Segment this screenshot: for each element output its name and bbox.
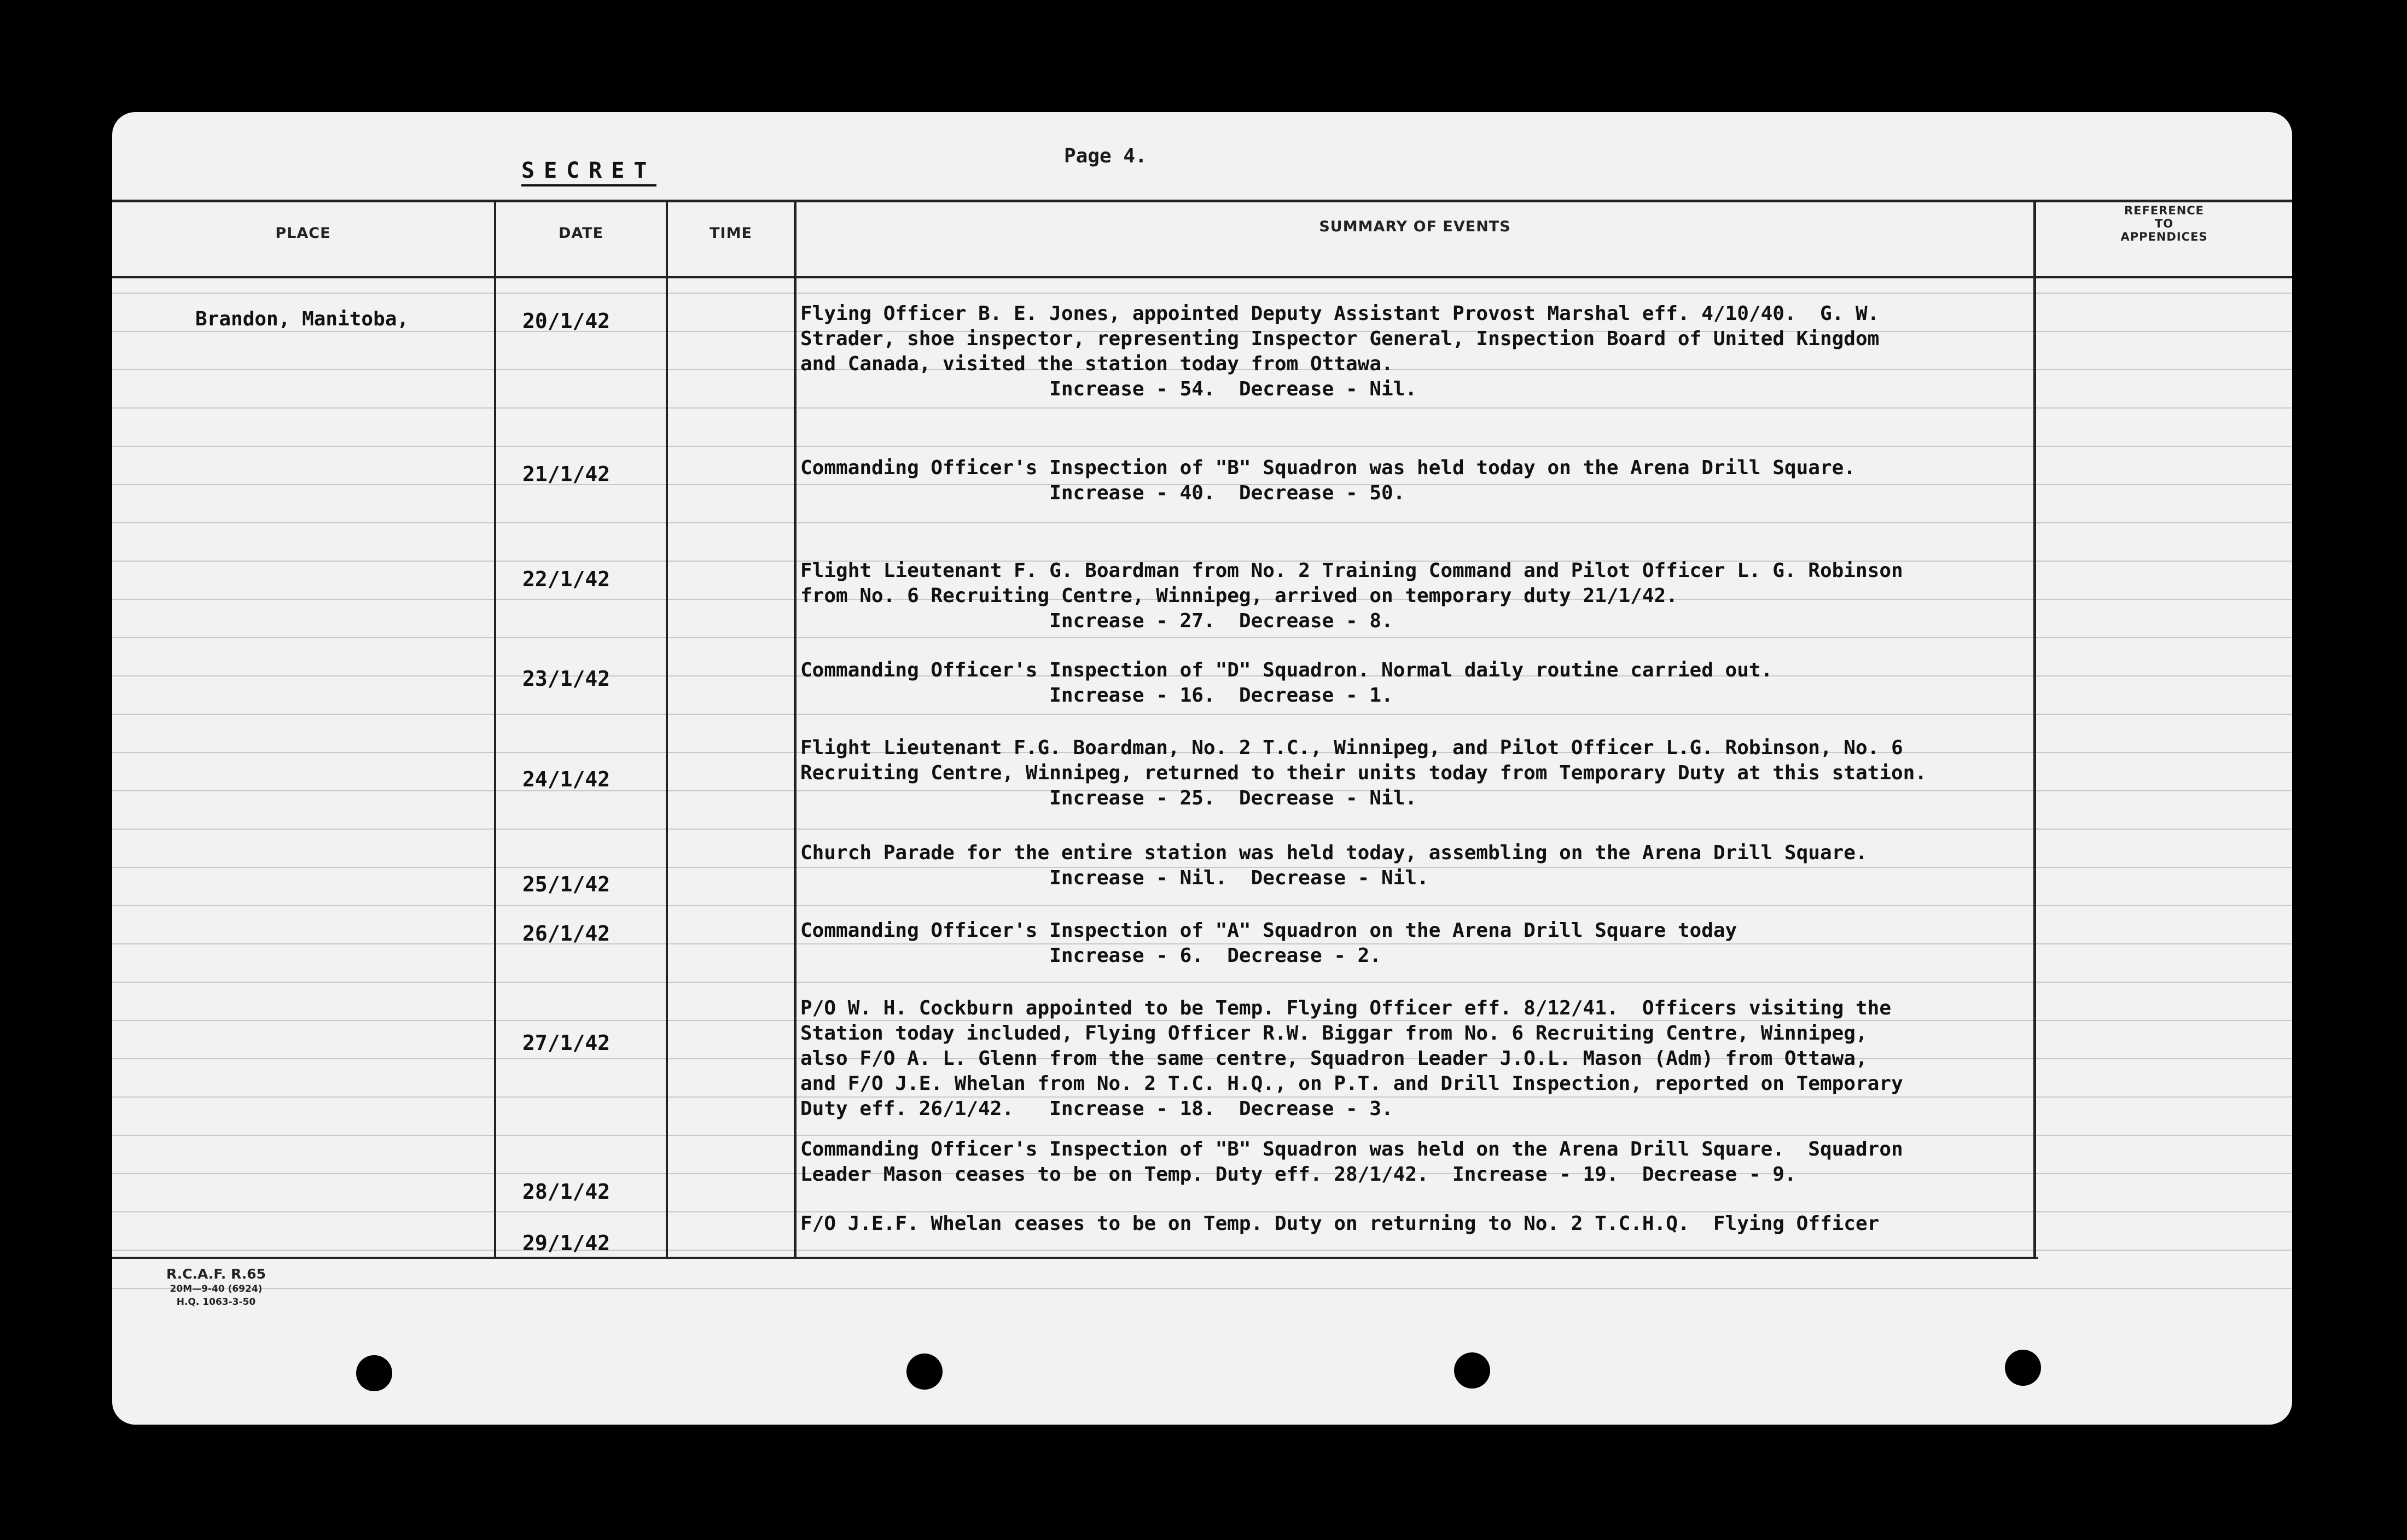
event-entry: Flight Lieutenant F.G. Boardman, No. 2 T.C., Winnipeg, and Pilot Officer L.G. Robinson, No. 6 Recruiting Centre, Winnipeg, returned to their units today from Temporary Duty at this station. Increase - 25. Decrease - Nil. <box>800 737 1927 809</box>
date-cell: 29/1/42 <box>522 1231 611 1255</box>
header-bottom-rule <box>112 276 2292 278</box>
date-cell: 27/1/42 <box>522 1031 611 1055</box>
col-divider-date <box>666 200 668 1259</box>
event-entry: Flying Officer B. E. Jones, appointed Deputy Assistant Provost Marshal eff. 4/10/40. G. W. Strader, shoe inspector, representing Inspector General, Inspection Board of United Kingdom and Canada, visited the station today from Ottawa. Increase - 54. Decrease - Nil. <box>800 302 1880 400</box>
event-entry: Commanding Officer's Inspection of "B" Squadron was held on the Arena Drill Square. Squadron Leader Mason ceases to be on Temp. Duty eff. 28/1/42. Increase - 19. Decrease - 9. <box>800 1138 1903 1186</box>
col-header-time: TIME <box>710 225 752 242</box>
place-cell: Brandon, Manitoba, <box>195 308 409 330</box>
event-entry: Church Parade for the entire station was held today, assembling on the Arena Drill Square. Increase - Nil. Decrease - Nil. <box>800 842 1868 889</box>
diary-sheet: Page 4. SECRET PLACE DATE TIME SUMMARY OF EVENTS REFERENCE TO APPENDICES Brandon, Manitoba, 20/1/42 21/1/42 22/1/42 23/1/42 24/1/42 25/1/42 26/1/42 27/1/42 28/1/42 29/1/42 Flying Officer B. E. Jones, appointed Deputy Assistant Provost Marshal eff. 4/10/40. G. W. Strader, shoe inspector, representing Inspector General, Inspection Board of United Kingdom and Canada, visited the station today from Ottawa. Increase - 54. Decrease - Nil. Commanding Officer's Inspection of "B" Squadron was held today on the Arena Drill Square. Increase - 40. Decrease - 50. Flight Lieutenant F. G. Boardman from No. 2 Training Command and Pilot Officer L. G. Robinson from No. 6 Recruiting Centre, Winnipeg, arrived on temporary duty 21/1/42. Increase - 27. Decrease - 8. Commanding Officer's Inspection of "D" Squadron. Normal daily routine carried out. Increase - 16. Decrease - 1. Flight Lieutenant F.G. Boardman, No. 2 T.C., Winnipeg, and Pilot Officer L.G. Robinson, No. 6 Recruiting Centre, Winnipeg, returned to their units today from Temporary Duty at this station. Increase - 25. Decrease - Nil. Church Parade for the entire station was held today, assembling on the Arena Drill Square. Increase - Nil. Decrease - Nil. Commanding Officer's Inspection of "A" Squadron on the Arena Drill Square today Increase - 6. Decrease - 2. P/O W. H. Cockburn appointed to be Temp. Flying Officer eff. 8/12/41. Officers visiting the Station today included, Flying Officer R.W. Biggar from No. 6 Recruiting Centre, Winnipeg, also F/O A. L. Glenn from the same centre, Squadron Leader J.O.L. Mason (Adm) from Ottawa, and F/O J.E. Whelan from No. 2 T.C. H.Q., on P.T. and Drill Inspection, reported on Temporary Duty eff. 26/1/42. Increase - 18. Decrease - 3. Commanding Officer's Inspection of "B" Squadron was held on the Arena Drill Square. Squadron Leader Mason ceases to be on Temp. Duty eff. 28/1/42. Increase - 19. Decrease - 9. F/O J.E.F. Whelan ceases to be on Temp. Duty on returning to No. 2 T.C.H.Q. Flying Officer R.C.A.F. R.65 20M—9-40 (6924) H.Q. 1063-3-50 <box>112 112 2292 1425</box>
event-entry: F/O J.E.F. Whelan ceases to be on Temp. Duty on returning to No. 2 T.C.H.Q. Flying Officer <box>800 1212 1880 1235</box>
punch-hole <box>906 1354 943 1390</box>
date-cell: 24/1/42 <box>522 767 611 791</box>
event-entry: Commanding Officer's Inspection of "D" Squadron. Normal daily routine carried out. Increase - 16. Decrease - 1. <box>800 659 1773 707</box>
date-cell: 25/1/42 <box>522 872 611 896</box>
punch-hole <box>2005 1350 2041 1386</box>
header-top-rule <box>112 200 2292 202</box>
col-divider-summary <box>2033 200 2036 1259</box>
page-label: Page 4. <box>1064 145 1147 167</box>
event-entry: Commanding Officer's Inspection of "A" Squadron on the Arena Drill Square today Increase - 6. Decrease - 2. <box>800 919 1737 967</box>
table-bottom-rule <box>112 1257 2038 1259</box>
event-entry: P/O W. H. Cockburn appointed to be Temp. Flying Officer eff. 8/12/41. Officers visiting the Station today included, Flying Officer R.W. Biggar from No. 6 Recruiting Centre, Winnipeg, also F/O A. L. Glenn from the same centre, Squadron Leader J.O.L. Mason (Adm) from Ottawa, and F/O J.E. Whelan from No. 2 T.C. H.Q., on P.T. and Drill Inspection, reported on Temporary Duty eff. 26/1/42. Increase - 18. Decrease - 3. <box>800 997 1903 1120</box>
col-divider-time <box>794 200 796 1259</box>
date-cell: 20/1/42 <box>522 309 611 333</box>
col-header-date: DATE <box>558 225 604 242</box>
punch-hole <box>1454 1352 1490 1389</box>
event-entry: Commanding Officer's Inspection of "B" Squadron was held today on the Arena Drill Square. Increase - 40. Decrease - 50. <box>800 457 1856 504</box>
col-header-summary: SUMMARY OF EVENTS <box>1319 218 1511 235</box>
punch-hole <box>356 1355 392 1391</box>
col-divider-place <box>494 200 496 1259</box>
date-cell: 21/1/42 <box>522 462 611 486</box>
date-cell: 28/1/42 <box>522 1180 611 1204</box>
col-header-place: PLACE <box>275 225 331 242</box>
date-cell: 23/1/42 <box>522 667 611 691</box>
date-cell: 26/1/42 <box>522 921 611 946</box>
date-cell: 22/1/42 <box>522 567 611 591</box>
event-entry: Flight Lieutenant F. G. Boardman from No. 2 Training Command and Pilot Officer L. G. Robinson from No. 6 Recruiting Centre, Winnipeg, arrived on temporary duty 21/1/42. Increase - 27. Decrease - 8. <box>800 559 1903 632</box>
classification-stamp: SECRET <box>521 158 656 186</box>
